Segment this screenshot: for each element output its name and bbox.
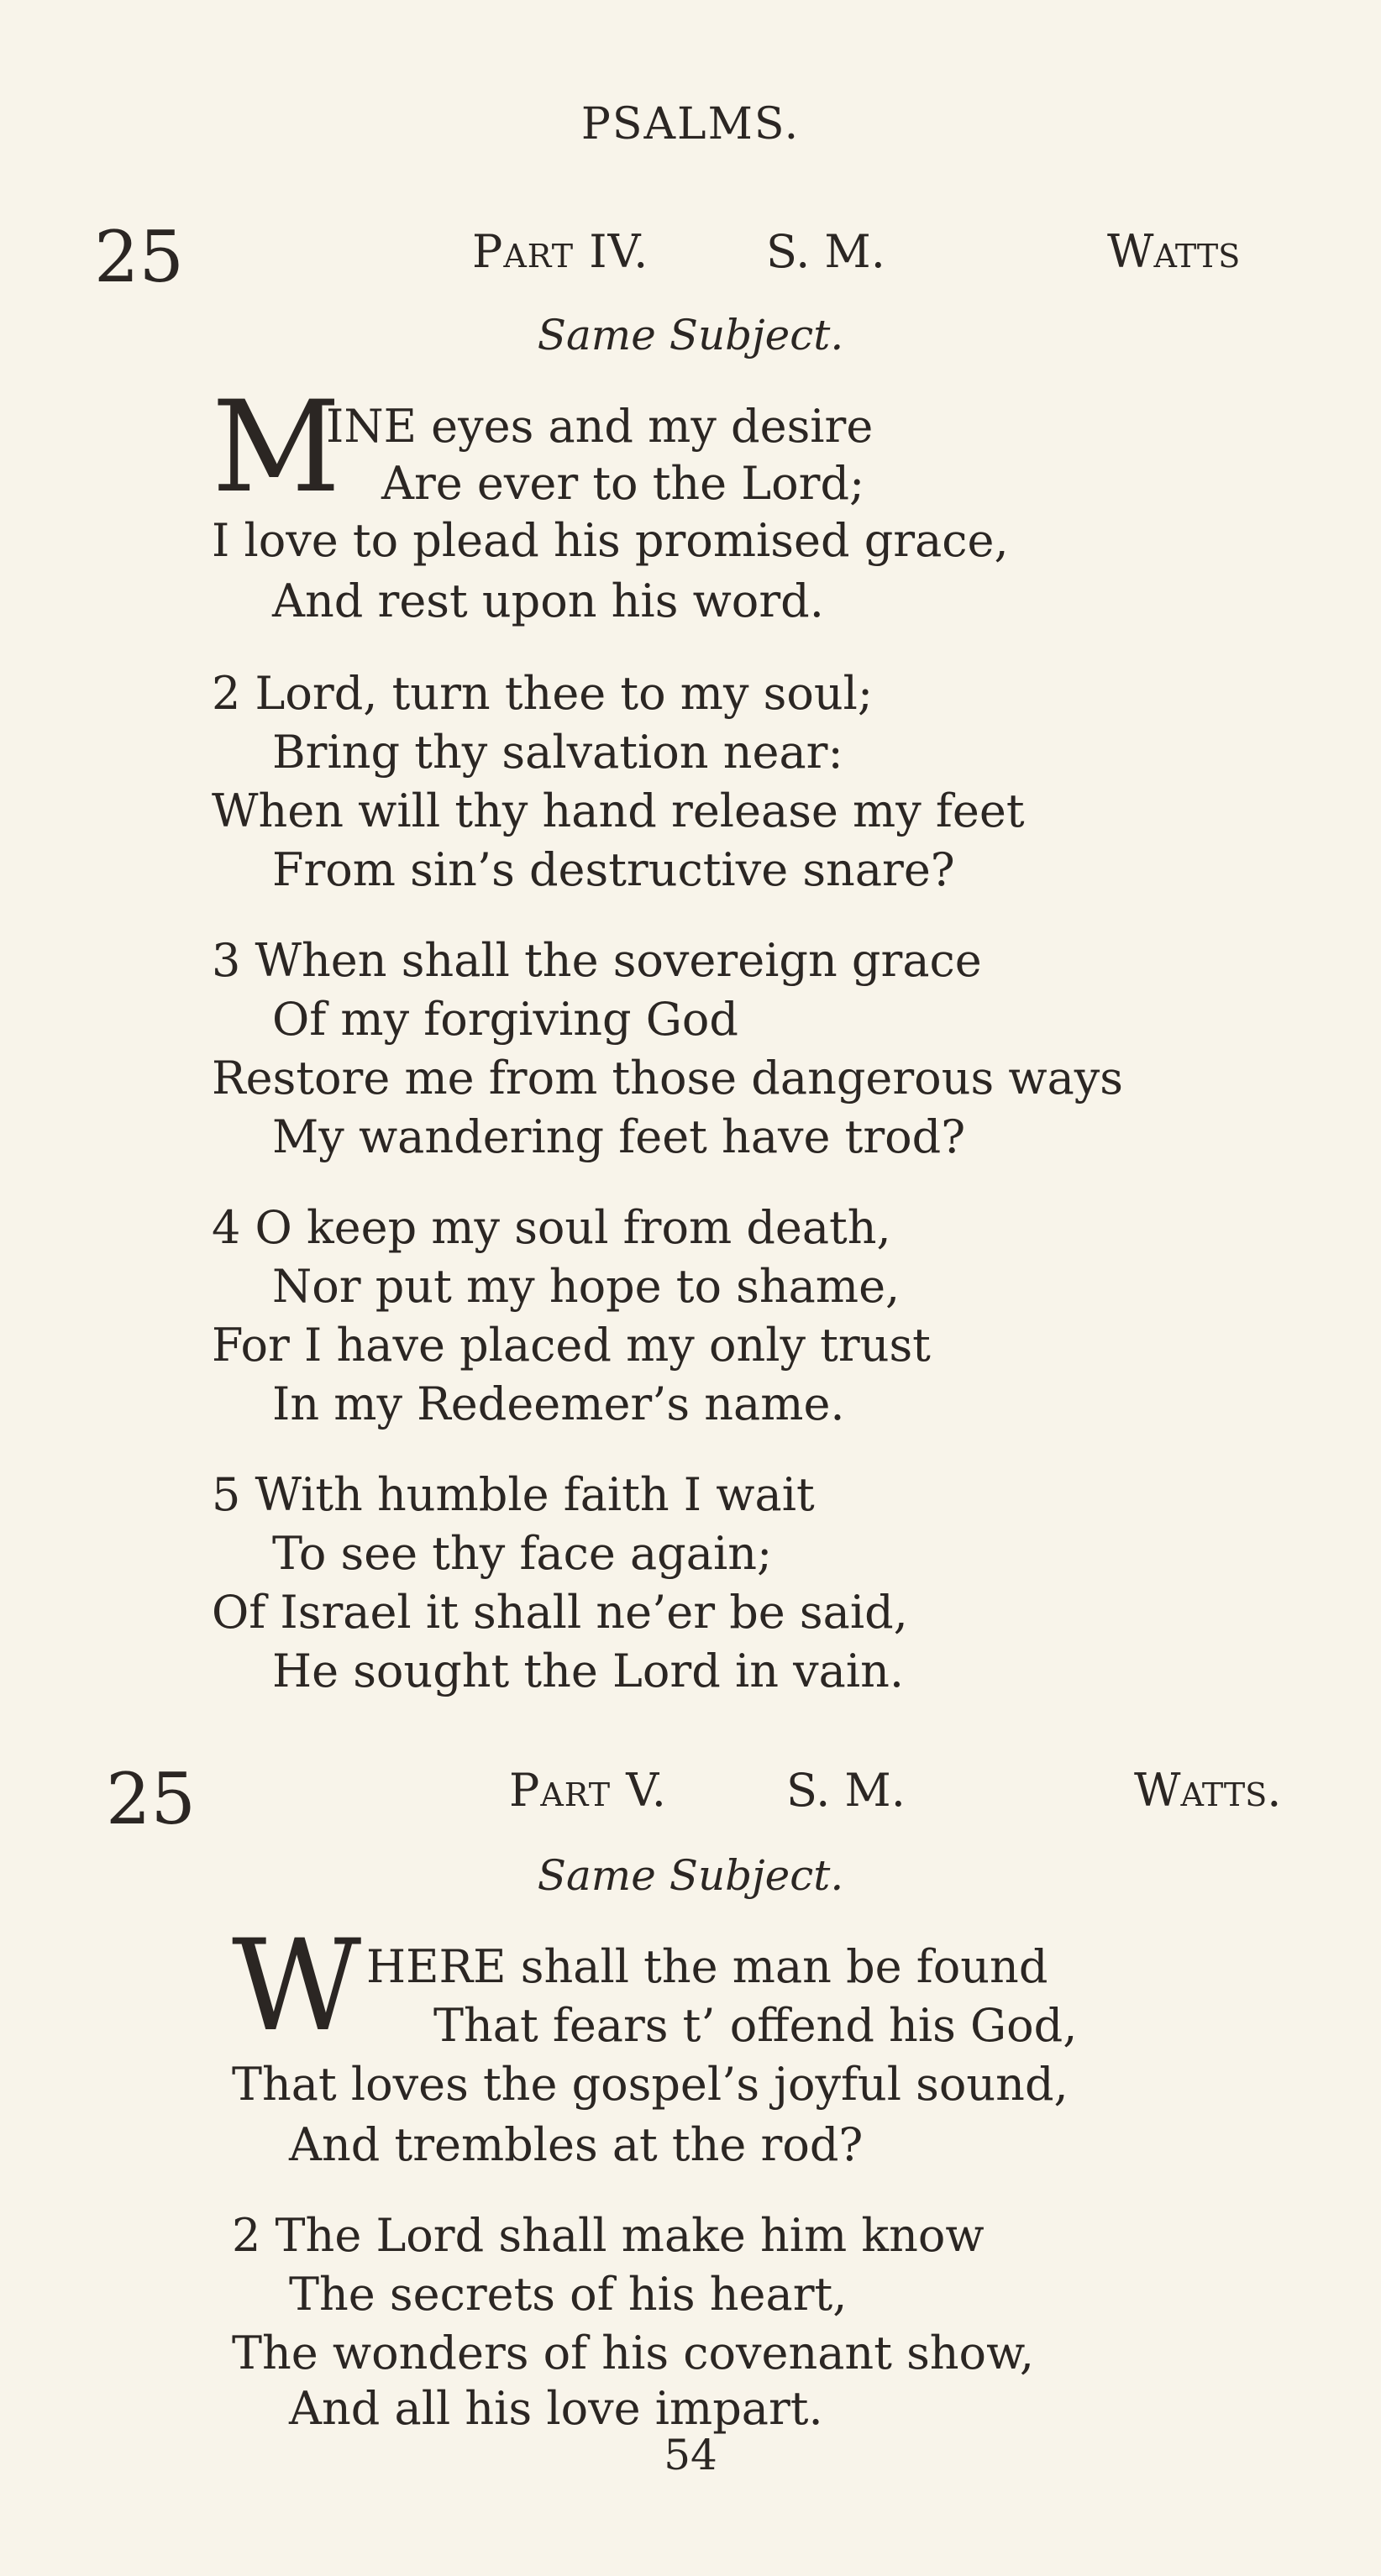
verse-line: 5 With humble faith I wait (212, 1468, 815, 1521)
verse-line: Of my forgiving God (272, 993, 738, 1046)
hymn-header (0, 216, 1381, 301)
drop-cap: M (212, 375, 341, 521)
hymn-author: Watts. (1134, 1764, 1282, 1817)
verse-line: And rest upon his word. (272, 574, 824, 627)
verse-line: The secrets of his heart, (289, 2268, 848, 2321)
verse-line: In my Redeemer’s name. (272, 1377, 845, 1430)
hymn-subtitle: Same Subject. (537, 311, 844, 359)
drop-cap: W (232, 1913, 362, 2059)
verse-line: Of Israel it shall ne’er be said, (212, 1586, 908, 1639)
verse-line: And trembles at the rod? (289, 2118, 864, 2171)
page-number: 54 (664, 2431, 717, 2479)
verse-line: For I have placed my only trust (212, 1319, 931, 1372)
verse-line: INE eyes and my desire (326, 400, 874, 453)
hymn-part: Part V. (509, 1764, 667, 1817)
verse-line: Bring thy salvation near: (272, 726, 843, 779)
verse-line: That fears t’ offend his God, (433, 1999, 1078, 2052)
running-head: PSALMS. (580, 99, 801, 150)
hymn-subtitle: Same Subject. (537, 1851, 844, 1900)
verse-line: 3 When shall the sovereign grace (212, 934, 982, 987)
verse-line: Are ever to the Lord; (381, 457, 865, 510)
hymn-part: Part IV. (472, 225, 649, 278)
verse-line: 4 O keep my soul from death, (212, 1201, 891, 1254)
hymn-number: 25 (106, 1758, 196, 1840)
verse-line: Restore me from those dangerous ways (212, 1052, 1123, 1104)
verse-line: I love to plead his promised grace, (212, 514, 1009, 567)
verse-line: HERE shall the man be found (366, 1940, 1048, 1993)
verse-line: 2 The Lord shall make him know (232, 2209, 985, 2262)
hymn-meter: S. M. (766, 225, 885, 278)
verse-line: To see thy face again; (272, 1527, 773, 1580)
verse-line: From sin’s destructive snare? (272, 843, 955, 896)
verse-line: And all his love impart. (289, 2382, 823, 2435)
verse-line: He sought the Lord in vain. (272, 1645, 905, 1697)
hymn-author: Watts (1107, 225, 1241, 278)
verse-line: When will thy hand release my feet (212, 784, 1025, 837)
hymn-number: 25 (94, 216, 184, 298)
verse-line: My wandering feet have trod? (272, 1110, 966, 1163)
hymn-meter: S. M. (786, 1764, 906, 1817)
verse-line: 2 Lord, turn thee to my soul; (212, 667, 874, 720)
verse-line: Nor put my hope to shame, (272, 1260, 901, 1313)
verse-line: The wonders of his covenant show, (232, 2327, 1035, 2379)
hymn-header (0, 1758, 1381, 1840)
verse-line: That loves the gospel’s joyful sound, (232, 2058, 1069, 2111)
